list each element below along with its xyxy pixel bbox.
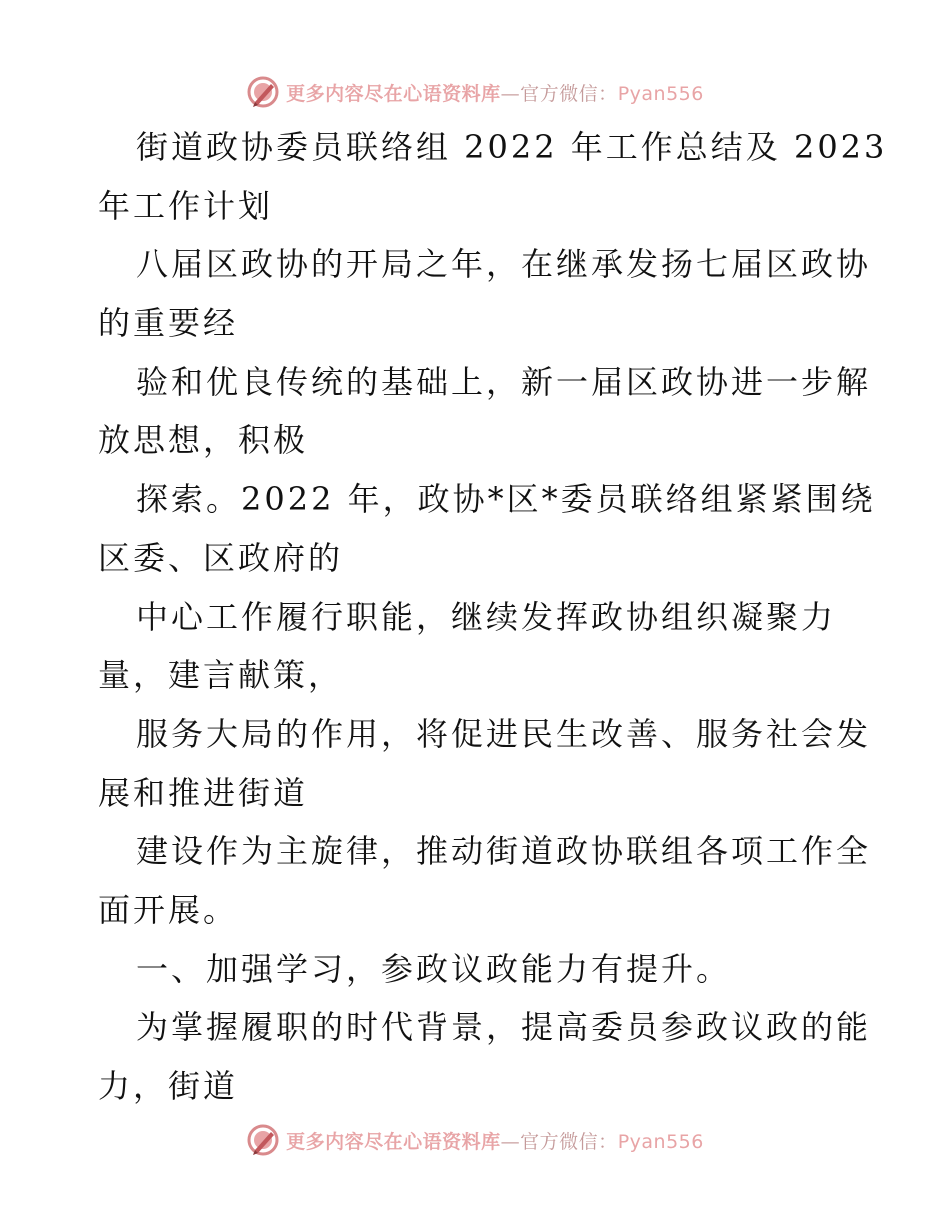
pen-logo-icon [246, 1123, 280, 1157]
paragraph-line: 验和优良传统的基础上，新一届区政协进一步解 [136, 362, 872, 401]
watermark-text: 更多内容尽在心语资料库—官方微信：Pyan556 [286, 1130, 704, 1153]
paragraph-line: 放思想，积极 [98, 421, 309, 460]
document-title-line-2: 年工作计划 [98, 186, 274, 225]
paragraph-line: 建设作为主旋律，推动街道政协联组各项工作全 [136, 832, 872, 871]
header-watermark [0, 72, 950, 112]
paragraph-line: 量，建言献策， [98, 656, 344, 695]
paragraph-line: 力，街道 [98, 1067, 239, 1105]
section-heading: 一、加强学习，参政议政能力有提升。 [136, 949, 732, 988]
document-title-line-1: 街道政协委员联络组 2022 年工作总结及 2023 [136, 128, 888, 166]
paragraph-line: 八届区政协的开局之年，在继承发扬七届区政协 [136, 245, 872, 284]
watermark-text: 更多内容尽在心语资料库—官方微信：Pyan556 [286, 82, 704, 105]
paragraph-line: 中心工作履行职能，继续发挥政协组织凝聚力 [136, 597, 837, 636]
paragraph-line: 为掌握履职的时代背景，提高委员参政议政的能 [136, 1008, 872, 1047]
footer-watermark [0, 1120, 950, 1160]
document-body [98, 118, 888, 1116]
paragraph-line: 展和推进街道 [98, 773, 309, 812]
pen-logo-icon [246, 75, 280, 109]
paragraph-line: 的重要经 [98, 304, 239, 343]
paragraph-line: 面开展。 [98, 890, 239, 929]
paragraph-line: 探索。2022 年，政协*区*委员联络组紧紧围绕 [136, 480, 876, 519]
paragraph-line: 服务大局的作用，将促进民生改善、服务社会发 [136, 714, 872, 753]
paragraph-line: 区委、区政府的 [98, 538, 344, 577]
